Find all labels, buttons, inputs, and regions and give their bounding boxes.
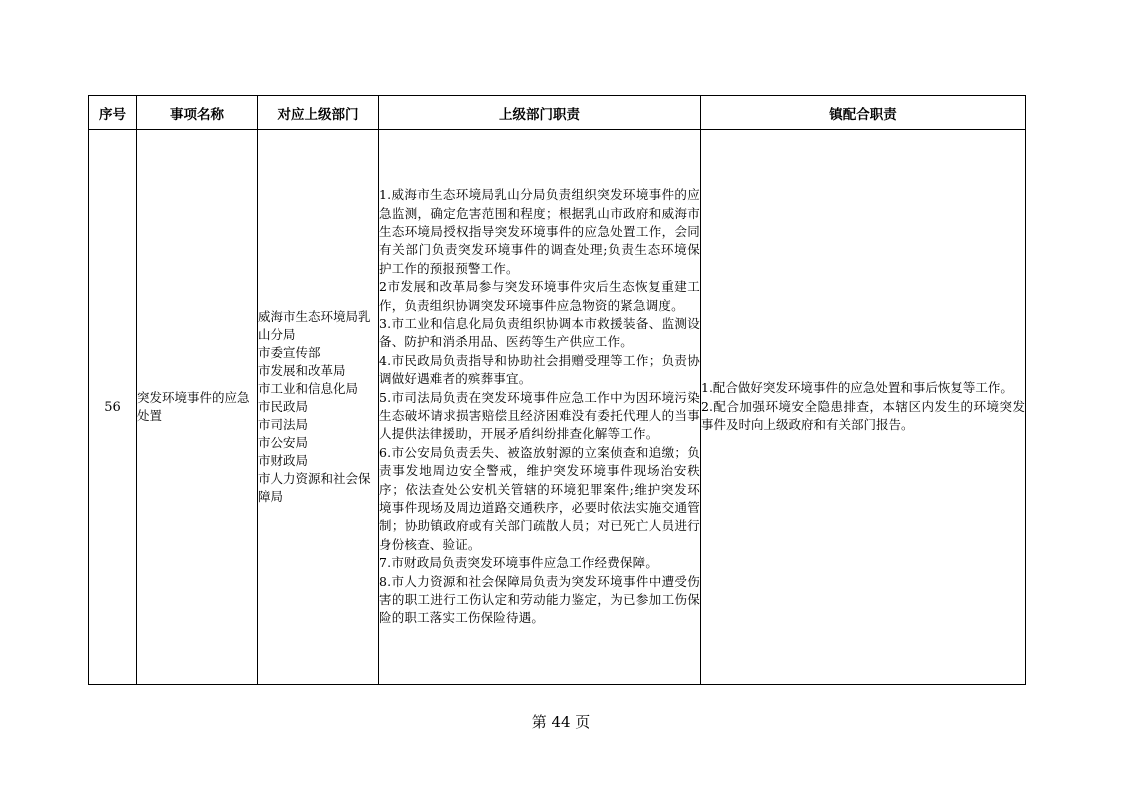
cooperation-item: 2.配合加强环境安全隐患排查，本辖区内发生的环境突发事件及时向上级政府和有关部门报告。 xyxy=(701,398,1025,433)
duty-item: 7.市财政局负责突发环境事件应急工作经费保障。 xyxy=(379,555,659,571)
duty-item: 3.市工业和信息化局负责组织协调本市救援装备、监测设备、防护和消杀用品、医药等生产供应工作。 xyxy=(379,315,700,350)
page-number: 第 44 页 xyxy=(531,713,591,731)
header-duties: 上级部门职责 xyxy=(379,96,701,130)
table-header-row xyxy=(89,96,1026,130)
department-item: 市司法局 xyxy=(258,417,309,432)
duty-item: 5.市司法局负责在突发环境事件应急工作中为因环境污染生态破坏请求损害赔偿且经济困难没有委托代理人的当事人提供法律援助，开展矛盾纠纷排查化解等工作。 xyxy=(379,389,700,442)
row-duties xyxy=(379,130,701,685)
header-town-cooperation: 镇配合职责 xyxy=(701,96,1026,130)
cooperation-item: 1.配合做好突发环境事件的应急处置和事后恢复等工作。 xyxy=(701,380,1013,396)
header-departments: 对应上级部门 xyxy=(258,96,379,130)
department-item: 市民政局 xyxy=(258,399,309,414)
responsibility-table xyxy=(88,95,1026,685)
duty-item: 4.市民政局负责指导和协助社会捐赠受理等工作；负责协调做好遇难者的殡葬事宜。 xyxy=(379,352,700,387)
department-item: 市发展和改革局 xyxy=(258,363,346,378)
department-item: 威海市生态环境局乳山分局 xyxy=(258,309,371,342)
header-seq: 序号 xyxy=(89,96,137,130)
department-item: 市人力资源和社会保障局 xyxy=(258,471,371,504)
header-item-name: 事项名称 xyxy=(137,96,258,130)
row-departments xyxy=(258,130,379,685)
department-item: 市财政局 xyxy=(258,453,309,468)
duty-item: 6.市公安局负责丢失、被盗放射源的立案侦查和追缴；负责事发地周边安全警戒，维护突发环境事件现场治安秩序；依法查处公安机关管辖的环境犯罪案件;维护突发环境事件现场及周边道路交通秩序，必要时依法实施交通管制；协助镇政府或有关部门疏散人员；对已死亡人员进行身份核查、验证。 xyxy=(379,444,700,552)
table-row xyxy=(89,130,1026,685)
duty-item: 8.市人力资源和社会保障局负责为突发环境事件中遭受伤害的职工进行工伤认定和劳动能力鉴定，为已参加工伤保险的职工落实工伤保险待遇。 xyxy=(379,573,700,626)
row-seq: 56 xyxy=(89,130,137,685)
duty-item: 1.威海市生态环境局乳山分局负责组织突发环境事件的应急监测，确定危害范围和程度；根据乳山市政府和威海市生态环境局授权指导突发环境事件的应急处置工作，会同有关部门负责突发环境事件的调查处理;负责生态环境保护工作的预报预警工作。 xyxy=(379,187,700,276)
row-town-cooperation xyxy=(701,130,1026,685)
department-item: 市工业和信息化局 xyxy=(258,381,359,396)
department-item: 市委宣传部 xyxy=(258,345,321,360)
row-item-name: 突发环境事件的应急处置 xyxy=(137,130,258,685)
department-item: 市公安局 xyxy=(258,435,309,450)
duty-item: 2市发展和改革局参与突发环境事件灾后生态恢复重建工作，负责组织协调突发环境事件应急物资的紧急调度。 xyxy=(379,279,700,313)
